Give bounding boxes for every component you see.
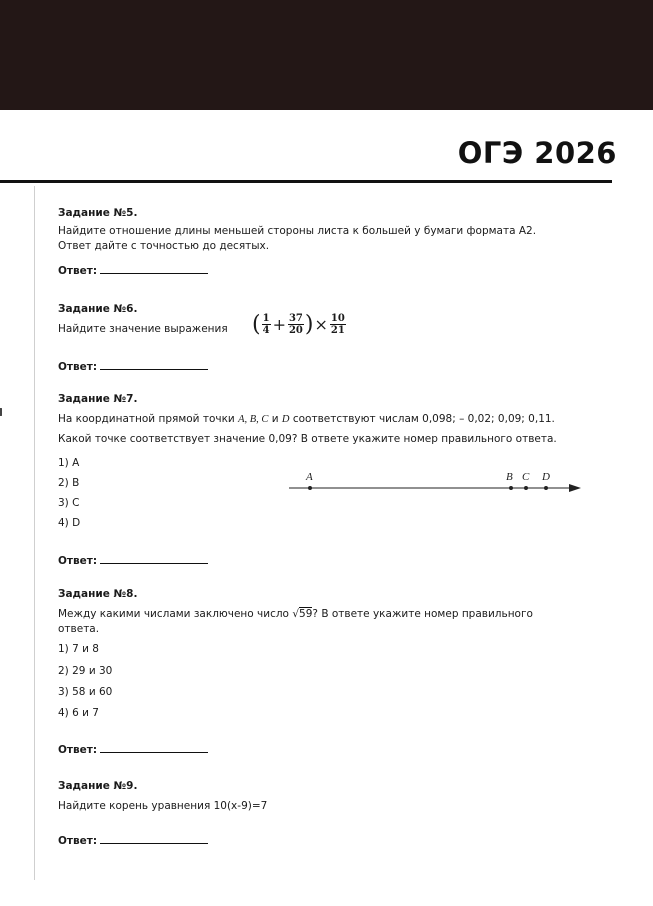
task-5-answer bbox=[58, 263, 208, 277]
left-margin-rule bbox=[34, 186, 35, 880]
answer-label: Ответ: bbox=[58, 361, 98, 373]
task-5 bbox=[58, 206, 628, 254]
task-7-option-4: 4) D bbox=[58, 517, 81, 529]
task-7-line-2: Какой точке соответствует значение 0,09? В ответе укажите номер правильного ответа. bbox=[58, 433, 557, 445]
task-9 bbox=[58, 779, 628, 814]
task-9-title: Задание №9. bbox=[58, 780, 138, 792]
task-5-title: Задание №5. bbox=[58, 207, 138, 219]
task-7-option-1: 1) A bbox=[58, 457, 80, 469]
task-8-option-2: 2) 29 и 30 bbox=[58, 665, 113, 677]
page-header-title: ОГЭ 2026 bbox=[457, 136, 617, 170]
point-b-dot bbox=[509, 486, 513, 490]
sqrt-argument: 59 bbox=[299, 608, 313, 620]
task-9-text: Найдите корень уравнения 10(x-9)=7 bbox=[58, 800, 268, 812]
answer-label: Ответ: bbox=[58, 555, 98, 567]
number-line bbox=[285, 468, 585, 500]
fraction-2: $\frac{37}{20}$ bbox=[288, 313, 303, 336]
point-a-dot bbox=[308, 486, 312, 490]
header-divider bbox=[0, 180, 612, 183]
task-6-text: Найдите значение выражения bbox=[58, 323, 228, 335]
task-7-option-2: 2) B bbox=[58, 477, 80, 489]
point-b-label: B bbox=[506, 471, 513, 483]
task-8-title: Задание №8. bbox=[58, 588, 138, 600]
task-5-line-1: Найдите отношение длины меньшей стороны листа к большей у бумаги формата А2. bbox=[58, 225, 537, 237]
number-line-arrow bbox=[569, 484, 581, 492]
sqrt-sign: √ bbox=[292, 608, 300, 620]
answer-label: Ответ: bbox=[58, 265, 98, 277]
point-a-label: A bbox=[306, 471, 313, 483]
task-6-expression: ( $\frac{1}{4}$ + $\frac{37}{20}$ )× $\frac{10}{21}$ bbox=[252, 312, 345, 337]
top-dark-banner bbox=[0, 0, 653, 110]
task-8-option-1: 1) 7 и 8 bbox=[58, 643, 99, 655]
answer-line[interactable] bbox=[100, 553, 208, 564]
fraction-3: $\frac{10}{21}$ bbox=[330, 313, 345, 336]
answer-line[interactable] bbox=[100, 742, 208, 753]
task-8-line-1: Между какими числами заключено число √59? В ответе укажите номер правильного bbox=[58, 608, 533, 620]
task-6-answer bbox=[58, 359, 208, 373]
answer-line[interactable] bbox=[100, 359, 208, 370]
answer-line[interactable] bbox=[100, 833, 208, 844]
task-7-option-3: 3) C bbox=[58, 497, 80, 509]
answer-line[interactable] bbox=[100, 263, 208, 274]
task-8 bbox=[58, 587, 628, 637]
fraction-1: $\frac{1}{4}$ bbox=[262, 313, 270, 336]
margin-mark bbox=[0, 408, 5, 416]
task-8-option-3: 3) 58 и 60 bbox=[58, 686, 113, 698]
task-7 bbox=[58, 392, 628, 447]
point-d-dot bbox=[544, 486, 548, 490]
task-8-answer bbox=[58, 742, 208, 756]
point-d-label: D bbox=[542, 471, 550, 483]
answer-label: Ответ: bbox=[58, 744, 98, 756]
task-7-title: Задание №7. bbox=[58, 393, 138, 405]
point-c-dot bbox=[524, 486, 528, 490]
task-7-answer bbox=[58, 553, 208, 567]
task-8-line-2: ответа. bbox=[58, 623, 100, 635]
point-c-label: C bbox=[522, 471, 530, 483]
task-8-option-4: 4) 6 и 7 bbox=[58, 707, 99, 719]
task-7-line-1: На координатной прямой точки A, B, C и D соответствуют числам 0,098; – 0,02; 0,09; 0,11. bbox=[58, 413, 555, 425]
task-5-line-2: Ответ дайте с точностью до десятых. bbox=[58, 240, 270, 252]
task-9-answer bbox=[58, 833, 208, 847]
answer-label: Ответ: bbox=[58, 835, 98, 847]
task-6-title: Задание №6. bbox=[58, 303, 138, 315]
